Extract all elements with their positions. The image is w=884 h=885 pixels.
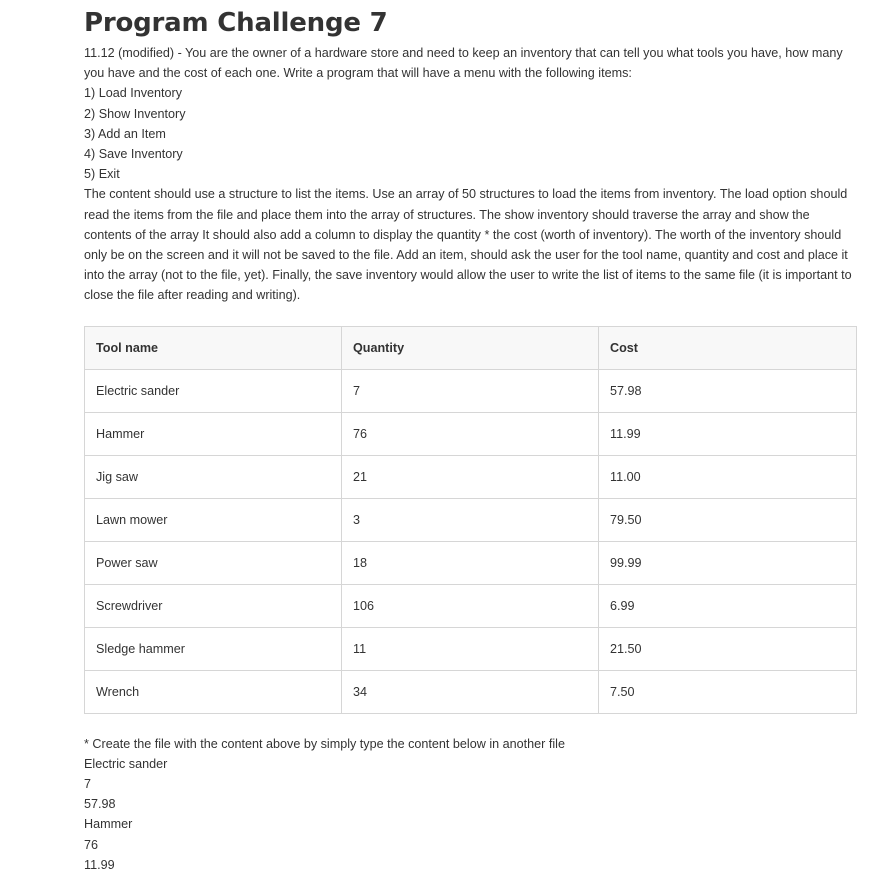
tool-name-cell: Jig saw — [85, 455, 342, 498]
tool-name-cell: Electric sander — [85, 369, 342, 412]
intro-paragraph: 11.12 (modified) - You are the owner of a hardware store and need to keep an inventory that can tell you what tools you have, how many you have and the cost of each one. Write a program that will have a menu with the following items: — [84, 46, 843, 81]
tool-name-cell: Power saw — [85, 541, 342, 584]
cost-cell: 11.00 — [599, 455, 857, 498]
cost-cell: 6.99 — [599, 584, 857, 627]
tool-name-cell: Wrench — [85, 670, 342, 713]
table-row — [85, 455, 857, 498]
tool-name-cell: Screwdriver — [85, 584, 342, 627]
menu-item: 2) Show Inventory — [84, 106, 186, 121]
table-row — [85, 369, 857, 412]
quantity-cell: 106 — [342, 584, 599, 627]
menu-item: 4) Save Inventory — [84, 147, 183, 162]
cost-cell: 57.98 — [599, 369, 857, 412]
menu-list — [84, 83, 856, 184]
cost-cell: 7.50 — [599, 670, 857, 713]
description-paragraph: The content should use a structure to list the items. Use an array of 50 structures to load the items from inventory. The load option should read the items from the file and place them into the array of structures. The show inventory should traverse the array and show the contents of the array It should also add a column to display the quantity * the cost (worth of inventory). The worth of the inventory should only be on the screen and it will not be saved to the file. Add an item, should ask the user for the tool name, quantity and cost and place it into the array (not to the file, yet). Finally, the save inventory would allow the user to write the list of items to the same file (it is important to close the file after reading and writing). — [84, 187, 852, 303]
column-header-cost: Cost — [599, 326, 857, 369]
tool-name-cell: Lawn mower — [85, 498, 342, 541]
column-header-tool-name: Tool name — [85, 326, 342, 369]
file-line: Electric sander — [84, 756, 168, 771]
file-line: Hammer — [84, 817, 133, 832]
inventory-table — [84, 326, 857, 714]
menu-item: 3) Add an Item — [84, 126, 166, 141]
file-content-list — [84, 754, 856, 875]
cost-cell: 79.50 — [599, 498, 857, 541]
menu-item: 5) Exit — [84, 167, 120, 182]
file-line: 76 — [84, 837, 99, 852]
column-header-quantity: Quantity — [342, 326, 599, 369]
file-note: * Create the file with the content above by simply type the content below in another file — [84, 736, 565, 751]
quantity-cell: 76 — [342, 412, 599, 455]
quantity-cell: 18 — [342, 541, 599, 584]
cost-cell: 99.99 — [599, 541, 857, 584]
table-row — [85, 498, 857, 541]
file-line: 57.98 — [84, 797, 116, 812]
tool-name-cell: Sledge hammer — [85, 627, 342, 670]
file-line: 7 — [84, 777, 92, 792]
cost-cell: 21.50 — [599, 627, 857, 670]
quantity-cell: 7 — [342, 369, 599, 412]
quantity-cell: 21 — [342, 455, 599, 498]
menu-item: 1) Load Inventory — [84, 86, 183, 101]
tool-name-cell: Hammer — [85, 412, 342, 455]
table-row — [85, 670, 857, 713]
table-row — [85, 412, 857, 455]
quantity-cell: 3 — [342, 498, 599, 541]
table-row — [85, 627, 857, 670]
cost-cell: 11.99 — [599, 412, 857, 455]
quantity-cell: 11 — [342, 627, 599, 670]
page-title: Program Challenge 7 — [84, 8, 388, 38]
table-row — [85, 541, 857, 584]
file-line: 11.99 — [84, 857, 115, 872]
table-header-row — [85, 326, 857, 369]
table-row — [85, 584, 857, 627]
quantity-cell: 34 — [342, 670, 599, 713]
